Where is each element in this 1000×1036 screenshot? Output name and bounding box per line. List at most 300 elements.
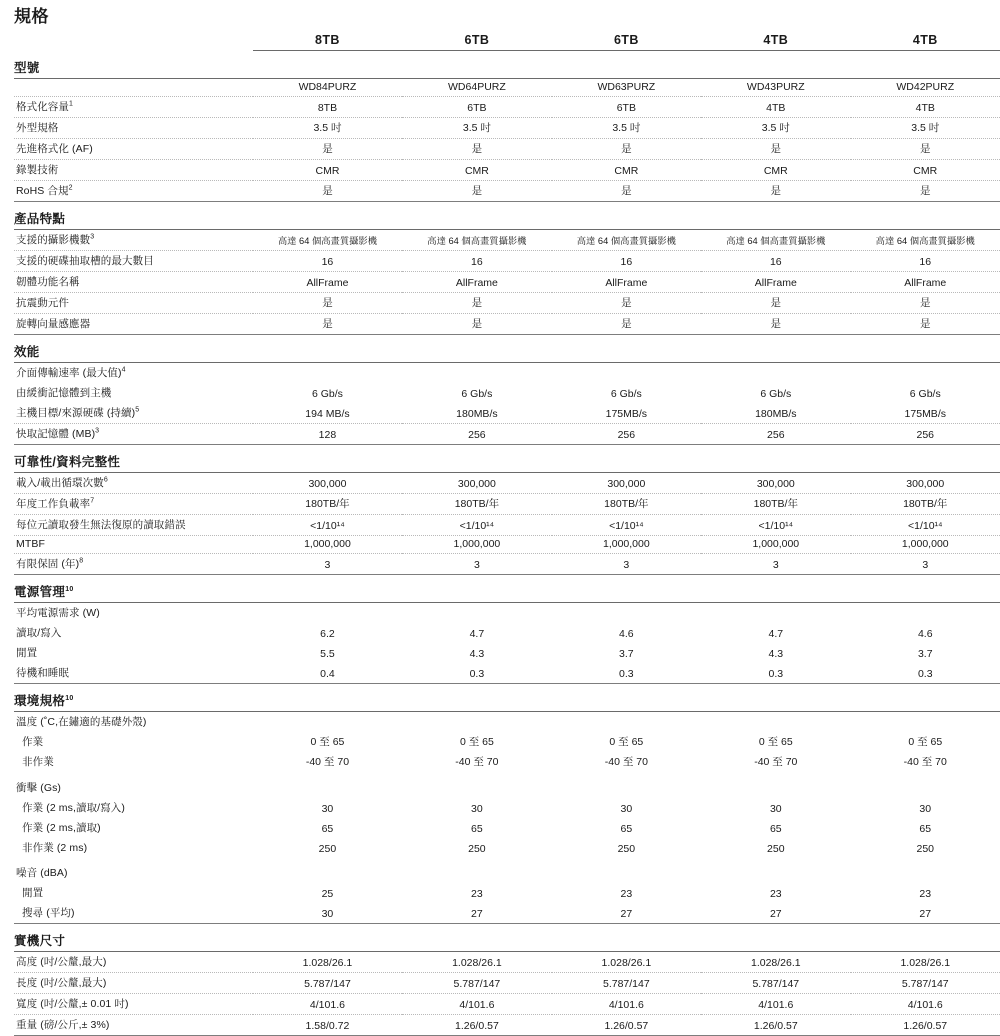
section-header-spacer	[402, 444, 551, 472]
row-value: 6 Gb/s	[311, 388, 343, 400]
row-value	[402, 711, 551, 732]
table-body	[14, 33, 1000, 1035]
section-header-spacer	[701, 444, 850, 472]
row-value	[701, 772, 850, 798]
table-row	[14, 643, 1000, 663]
row-value: 256	[851, 423, 1000, 444]
row-label: 待機和睡眠	[14, 663, 253, 684]
page-title: 規格	[14, 7, 49, 26]
row-value: 256	[701, 423, 850, 444]
row-value: 1.26/0.57	[701, 1014, 850, 1035]
row-value: 0 至 65	[758, 736, 793, 748]
row-value: 是	[253, 180, 402, 201]
row-label: 支援的硬碟抽取槽的最大數目	[14, 250, 253, 271]
row-value: 6TB	[402, 96, 551, 117]
row-label	[14, 78, 253, 96]
section-heading: 可靠性/資料完整性	[14, 444, 253, 472]
table-row	[14, 732, 1000, 752]
row-label: 外型規格	[14, 117, 253, 138]
row-value: 25	[321, 888, 334, 900]
row-value: 高達 64 個高畫質攝影機	[402, 229, 551, 250]
row-value: 27	[402, 903, 551, 924]
table-row	[14, 514, 1000, 535]
row-value: 是	[402, 292, 551, 313]
row-value: 65	[620, 822, 633, 835]
section-header-spacer	[552, 334, 701, 362]
row-value: 16	[851, 250, 1000, 271]
row-value: 0 至 65	[908, 736, 943, 748]
row-value	[552, 362, 701, 383]
section-header-spacer	[402, 923, 551, 951]
section-heading: 效能	[14, 334, 253, 362]
row-label: 非作業	[22, 756, 54, 768]
row-value: AllFrame	[552, 271, 701, 292]
table-row	[14, 313, 1000, 334]
row-value	[253, 362, 402, 383]
section-header-row	[14, 444, 1000, 472]
row-value	[552, 711, 701, 732]
row-value: 23	[620, 888, 633, 900]
row-value: 6 Gb/s	[760, 388, 792, 400]
capacity-header-1: 8TB	[253, 33, 402, 51]
row-label: 格式化容量$^1$	[14, 96, 253, 117]
row-value: 5.787/147	[552, 972, 701, 993]
row-value: 5.787/147	[402, 972, 551, 993]
row-value: 4/101.6	[701, 993, 850, 1014]
row-value: 是	[552, 313, 701, 334]
capacity-header-row	[14, 33, 1000, 51]
row-value: 3.5 吋	[253, 117, 402, 138]
row-value: 300,000	[701, 472, 850, 493]
row-value: 6 Gb/s	[909, 388, 941, 400]
table-row	[14, 96, 1000, 117]
table-row	[14, 837, 1000, 857]
row-label: 高度 (吋/公釐,最大)	[14, 951, 253, 972]
section-header-spacer	[701, 201, 850, 229]
section-header-row	[14, 683, 1000, 711]
table-row	[14, 752, 1000, 772]
row-value	[253, 772, 402, 798]
row-value: AllFrame	[402, 271, 551, 292]
row-label: MTBF	[14, 535, 253, 553]
section-header-spacer	[851, 334, 1000, 362]
row-value: 128	[253, 423, 402, 444]
row-value: 高達 64 個高畫質攝影機	[253, 229, 402, 250]
row-value: 30	[471, 802, 483, 815]
row-value: 16	[701, 250, 850, 271]
row-value: 是	[851, 292, 1000, 313]
row-value	[253, 711, 402, 732]
row-value	[851, 857, 1000, 883]
section-header-row	[14, 574, 1000, 602]
row-value	[552, 857, 701, 883]
row-value: 3.5 吋	[701, 117, 850, 138]
section-header-spacer	[552, 51, 701, 79]
table-row	[14, 772, 1000, 798]
row-label-footnote: 6	[103, 476, 108, 484]
row-label: 抗震動元件	[14, 292, 253, 313]
row-value: 3.7	[917, 648, 933, 660]
row-value: -40 至 70	[455, 756, 499, 768]
table-row	[14, 623, 1000, 643]
row-value: 65	[919, 822, 932, 835]
row-value: 23	[471, 888, 483, 900]
row-value: 3	[552, 553, 701, 574]
row-value	[851, 711, 1000, 732]
table-row	[14, 711, 1000, 732]
row-label: 作業 (2 ms,讀取/寫入)	[22, 801, 125, 814]
row-value: 是	[701, 180, 850, 201]
row-value: 175MB/s	[851, 403, 1000, 424]
section-header-row	[14, 923, 1000, 951]
section-heading: 產品特點	[14, 201, 253, 229]
row-value: 16	[402, 250, 551, 271]
row-value: 6TB	[552, 96, 701, 117]
row-label: 快取記憶體 (MB)$^3$	[14, 423, 253, 444]
row-value: 250	[468, 842, 486, 855]
row-value: 65	[769, 822, 782, 835]
row-value: 4/101.6	[402, 993, 551, 1014]
row-value: 1,000,000	[552, 535, 701, 553]
row-label: 長度 (吋/公釐,最大)	[14, 972, 253, 993]
row-value: 180MB/s	[701, 403, 850, 424]
table-row	[14, 362, 1000, 383]
row-value: 0 至 65	[459, 736, 494, 748]
row-value: AllFrame	[851, 271, 1000, 292]
row-value: 8TB	[253, 96, 402, 117]
row-value	[851, 772, 1000, 798]
row-value	[253, 857, 402, 883]
row-value: 0.3	[402, 663, 551, 684]
row-value: WD63PURZ	[552, 78, 701, 96]
row-value	[552, 602, 701, 623]
row-value: 250	[617, 842, 636, 855]
row-value: 0 至 65	[310, 736, 345, 748]
row-value: 180TB/年	[253, 493, 402, 514]
row-label: 溫度 (˚C,在鏽適的基礎外殼)	[16, 716, 147, 728]
row-value: 高達 64 個高畫質攝影機	[851, 229, 1000, 250]
row-value: 27	[701, 903, 850, 924]
row-label: 閒置	[22, 887, 44, 899]
section-header-row	[14, 51, 1000, 79]
row-value: 30	[321, 802, 334, 815]
table-row	[14, 903, 1000, 924]
row-value: 0.3	[552, 663, 701, 684]
row-value	[552, 772, 701, 798]
row-value: -40 至 70	[754, 756, 798, 768]
row-value: 65	[321, 822, 334, 835]
row-value: 4.3	[768, 648, 784, 660]
row-value: 3.7	[619, 648, 634, 660]
row-label: 讀取/寫入	[16, 627, 62, 639]
row-value: 高達 64 個高畫質攝影機	[701, 229, 850, 250]
row-value: 3	[851, 553, 1000, 574]
section-heading-footnote: 10	[65, 585, 74, 593]
row-value: 是	[402, 138, 551, 159]
table-row	[14, 602, 1000, 623]
row-value: WD84PURZ	[253, 78, 402, 96]
row-value: <1/10¹⁴	[701, 514, 850, 535]
row-value: 3.5 吋	[552, 117, 701, 138]
row-value: 4/101.6	[253, 993, 402, 1014]
row-label: 平均電源需求 (W)	[16, 607, 100, 619]
row-value: AllFrame	[701, 271, 850, 292]
row-value: 1.028/26.1	[253, 951, 402, 972]
row-value: 4.7	[768, 628, 784, 640]
row-value: 4.3	[469, 648, 485, 660]
section-header-spacer	[552, 444, 701, 472]
row-value: <1/10¹⁴	[402, 514, 551, 535]
row-label: 作業 (2 ms,讀取)	[22, 821, 101, 834]
section-header-spacer	[701, 51, 850, 79]
row-value: 16	[253, 250, 402, 271]
row-value: 4TB	[851, 96, 1000, 117]
row-value: CMR	[552, 159, 701, 180]
capacity-header-5: 4TB	[851, 33, 1000, 51]
row-value: 250	[916, 842, 935, 855]
section-header-spacer	[701, 574, 850, 602]
row-label-footnote: 2	[68, 184, 73, 192]
row-label: 有限保固 (年)$^8$	[14, 553, 253, 574]
row-label: 年度工作負載率$^7$	[14, 493, 253, 514]
row-value: 1,000,000	[402, 535, 551, 553]
row-value: -40 至 70	[604, 756, 648, 768]
row-value: 0 至 65	[609, 736, 644, 748]
row-value: 16	[552, 250, 701, 271]
section-header-spacer	[402, 51, 551, 79]
table-row	[14, 292, 1000, 313]
row-value: 是	[701, 313, 850, 334]
section-header-spacer	[402, 334, 551, 362]
capacity-header-4: 4TB	[701, 33, 850, 51]
row-value: 4/101.6	[552, 993, 701, 1014]
row-label: 噪音 (dBA)	[16, 867, 68, 879]
row-value: 是	[552, 180, 701, 201]
section-header-spacer	[253, 334, 402, 362]
row-value: 是	[552, 138, 701, 159]
row-value	[851, 602, 1000, 623]
row-value: 是	[701, 138, 850, 159]
row-label: 作業	[22, 736, 44, 748]
row-value	[402, 602, 551, 623]
section-header-spacer	[402, 683, 551, 711]
row-value: 是	[402, 313, 551, 334]
row-value: WD64PURZ	[402, 78, 551, 96]
row-value: 30	[919, 802, 932, 815]
section-header-spacer	[552, 683, 701, 711]
row-label-footnote: 8	[79, 557, 84, 565]
row-value: 3.5 吋	[851, 117, 1000, 138]
row-value: 1,000,000	[851, 535, 1000, 553]
section-header-spacer	[552, 201, 701, 229]
row-label: 非作業 (2 ms)	[22, 841, 88, 854]
row-value: 65	[471, 822, 483, 835]
row-value: 0.3	[851, 663, 1000, 684]
row-value: 4TB	[701, 96, 850, 117]
table-row	[14, 535, 1000, 553]
section-header-spacer	[851, 683, 1000, 711]
row-label-footnote: 5	[135, 406, 140, 414]
row-value: <1/10¹⁴	[552, 514, 701, 535]
section-heading: 電源管理$^{10}$	[14, 574, 253, 602]
row-value: 是	[851, 313, 1000, 334]
row-label: 主機目標/來源硬碟 (持續)$^5$	[14, 403, 253, 424]
section-header-spacer	[701, 683, 850, 711]
row-value: 250	[767, 842, 785, 855]
table-row	[14, 797, 1000, 817]
row-value: 5.5	[320, 648, 335, 660]
row-value: 1.028/26.1	[851, 951, 1000, 972]
table-row	[14, 553, 1000, 574]
row-value: <1/10¹⁴	[851, 514, 1000, 535]
table-row	[14, 493, 1000, 514]
section-header-spacer	[552, 574, 701, 602]
table-row	[14, 250, 1000, 271]
section-header-spacer	[253, 201, 402, 229]
row-value: 是	[253, 138, 402, 159]
section-heading-footnote: 10	[65, 694, 74, 702]
row-label: 寬度 (吋/公釐,± 0.01 吋)	[14, 993, 253, 1014]
row-value: AllFrame	[253, 271, 402, 292]
row-value	[851, 362, 1000, 383]
section-header-spacer	[253, 444, 402, 472]
row-label: 載入/載出循環次數$^6$	[14, 472, 253, 493]
section-header-spacer	[253, 923, 402, 951]
row-value: 180MB/s	[402, 403, 551, 424]
row-value: 1.028/26.1	[701, 951, 850, 972]
section-header-spacer	[851, 444, 1000, 472]
row-value: 300,000	[402, 472, 551, 493]
row-value: 23	[919, 888, 932, 900]
section-heading: 環境規格$^{10}$	[14, 683, 253, 711]
row-label: 支援的攝影機數$^3$	[14, 229, 253, 250]
row-label: 衝擊 (Gs)	[16, 781, 62, 794]
table-row	[14, 78, 1000, 96]
table-row	[14, 883, 1000, 903]
row-value: <1/10¹⁴	[253, 514, 402, 535]
table-row	[14, 383, 1000, 403]
row-value: 23	[769, 888, 782, 900]
section-header-spacer	[851, 574, 1000, 602]
row-value: 4.6	[917, 628, 933, 640]
row-value: 1.26/0.57	[552, 1014, 701, 1035]
capacity-header-blank	[14, 33, 253, 51]
section-header-spacer	[253, 51, 402, 79]
specifications-table	[14, 33, 1000, 1036]
row-label-footnote: 3	[95, 427, 100, 435]
row-value: 256	[402, 423, 551, 444]
row-value: 6.2	[320, 628, 335, 640]
row-value: 1.26/0.57	[402, 1014, 551, 1035]
table-row	[14, 180, 1000, 201]
row-value: 180TB/年	[402, 493, 551, 514]
section-header-spacer	[402, 201, 551, 229]
table-row	[14, 472, 1000, 493]
row-label: 介面傳輸速率 (最大值)$^4$	[16, 366, 126, 379]
row-value: 194 MB/s	[253, 403, 402, 424]
row-value: 5.787/147	[253, 972, 402, 993]
table-row	[14, 117, 1000, 138]
table-row	[14, 1014, 1000, 1035]
row-label: RoHS 合規$^2$	[14, 180, 253, 201]
table-row	[14, 159, 1000, 180]
row-value: 3	[253, 553, 402, 574]
row-value: 27	[552, 903, 701, 924]
section-header-spacer	[851, 201, 1000, 229]
row-value: WD43PURZ	[701, 78, 850, 96]
row-value: 0.4	[253, 663, 402, 684]
row-value: 1,000,000	[253, 535, 402, 553]
row-value: 1.26/0.57	[851, 1014, 1000, 1035]
row-value: CMR	[851, 159, 1000, 180]
row-value: 3	[402, 553, 551, 574]
table-row	[14, 817, 1000, 837]
table-row	[14, 403, 1000, 424]
row-value: 3.5 吋	[402, 117, 551, 138]
table-row	[14, 271, 1000, 292]
section-header-spacer	[253, 683, 402, 711]
row-value: 1.028/26.1	[552, 951, 701, 972]
row-value	[402, 772, 551, 798]
section-header-spacer	[552, 923, 701, 951]
row-value: 是	[402, 180, 551, 201]
row-value: 180TB/年	[851, 493, 1000, 514]
row-value: CMR	[402, 159, 551, 180]
row-value: 175MB/s	[552, 403, 701, 424]
row-label-footnote: 7	[90, 497, 95, 505]
row-value: 高達 64 個高畫質攝影機	[552, 229, 701, 250]
row-label: 先進格式化 (AF)	[14, 138, 253, 159]
row-label: 韌體功能名稱	[14, 271, 253, 292]
row-value: 30	[253, 903, 402, 924]
section-header-spacer	[253, 574, 402, 602]
table-row	[14, 663, 1000, 684]
row-value: 250	[318, 842, 337, 855]
section-header-spacer	[402, 574, 551, 602]
row-value	[701, 711, 850, 732]
table-row	[14, 857, 1000, 883]
row-value	[701, 602, 850, 623]
row-value: 4.6	[619, 628, 634, 640]
row-value: 1.028/26.1	[402, 951, 551, 972]
table-row	[14, 951, 1000, 972]
row-value: 是	[851, 138, 1000, 159]
row-value: 256	[552, 423, 701, 444]
row-value: CMR	[701, 159, 850, 180]
row-value: -40 至 70	[903, 756, 947, 768]
row-label: 由緩衝記憶體到主機	[16, 387, 112, 399]
row-value: 是	[253, 292, 402, 313]
section-header-spacer	[851, 923, 1000, 951]
row-value: 180TB/年	[552, 493, 701, 514]
row-value: 3	[701, 553, 850, 574]
section-header-row	[14, 201, 1000, 229]
table-row	[14, 229, 1000, 250]
row-value: 300,000	[552, 472, 701, 493]
row-value: WD42PURZ	[851, 78, 1000, 96]
section-heading: 實機尺寸	[14, 923, 253, 951]
row-value: 1.58/0.72	[253, 1014, 402, 1035]
row-value: 6 Gb/s	[461, 388, 493, 400]
row-value: 0.3	[701, 663, 850, 684]
row-value: 是	[253, 313, 402, 334]
row-value: 1,000,000	[701, 535, 850, 553]
row-value: CMR	[253, 159, 402, 180]
row-value: 4/101.6	[851, 993, 1000, 1014]
row-label: 搜尋 (平均)	[14, 903, 253, 924]
row-value: 300,000	[851, 472, 1000, 493]
capacity-header-2: 6TB	[402, 33, 551, 51]
